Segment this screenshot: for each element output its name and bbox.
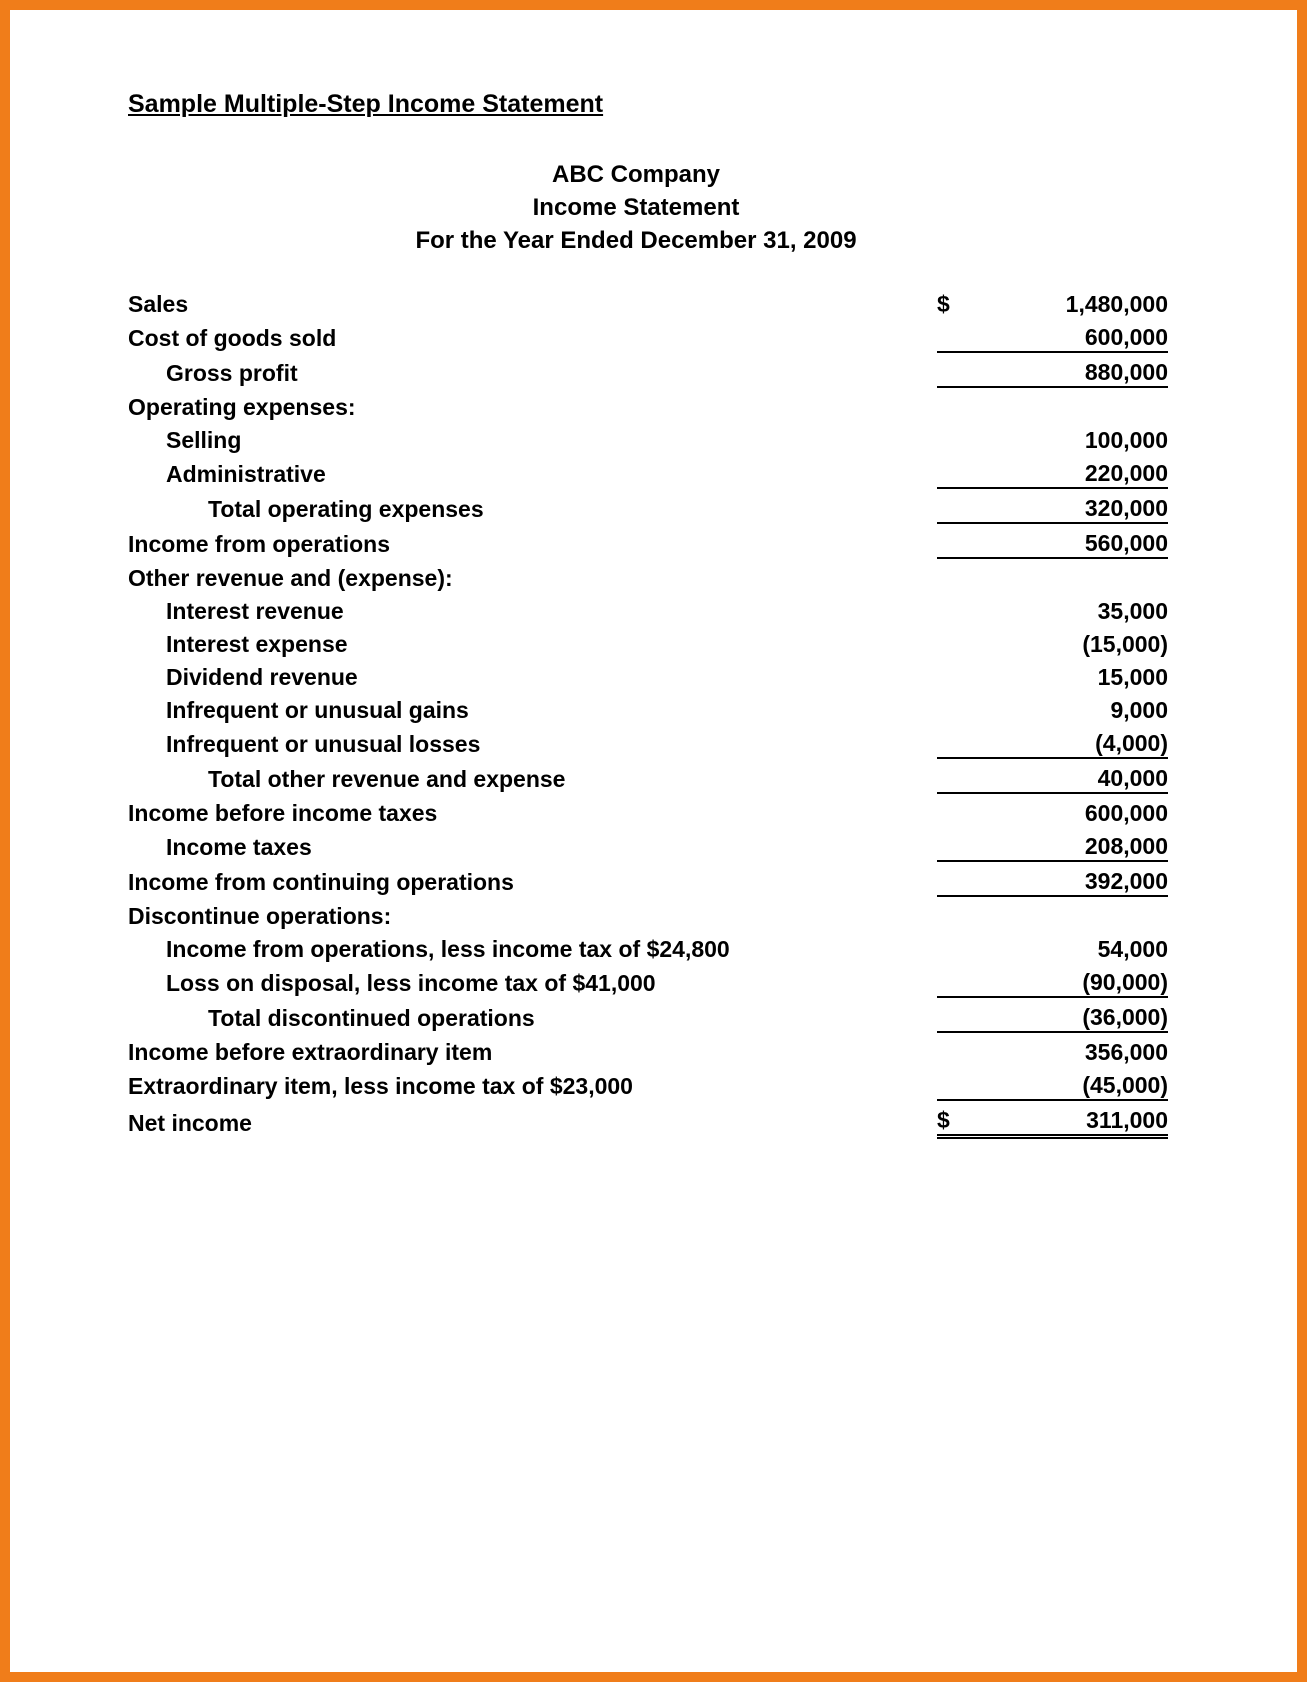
line-item-currency — [937, 793, 983, 827]
statement-row — [128, 318, 1168, 352]
line-item-currency — [937, 352, 983, 387]
line-item-amount: 311,000 — [983, 1100, 1168, 1137]
line-item-amount: (90,000) — [983, 963, 1168, 997]
line-item-label: Income taxes — [166, 834, 312, 860]
statement-row — [128, 793, 1168, 827]
line-item-currency — [937, 454, 983, 488]
line-item-amount: 600,000 — [983, 318, 1168, 352]
line-item-currency — [937, 1032, 983, 1066]
line-item-label: Operating expenses: — [128, 394, 356, 420]
line-item-currency: $ — [937, 1100, 983, 1137]
income-statement-table — [128, 285, 1168, 1139]
statement-row — [128, 421, 1168, 454]
line-item-label: Dividend revenue — [166, 664, 358, 690]
line-item-amount: (36,000) — [983, 997, 1168, 1032]
line-item-amount: 54,000 — [1097, 936, 1168, 962]
statement-row — [128, 691, 1168, 724]
line-item-currency — [937, 1066, 983, 1100]
statement-row — [128, 558, 1168, 592]
statement-heading — [36, 158, 1236, 257]
statement-row — [128, 285, 1168, 318]
statement-row — [128, 1032, 1168, 1066]
line-item-amount: (4,000) — [983, 724, 1168, 758]
line-item-label: Income before extraordinary item — [128, 1039, 493, 1065]
line-item-currency — [937, 758, 983, 793]
line-item-label: Other revenue and (expense): — [128, 565, 453, 591]
line-item-amount: 15,000 — [1097, 664, 1168, 690]
line-item-label: Income from continuing operations — [128, 869, 514, 895]
statement-row — [128, 454, 1168, 488]
company-name: ABC Company — [551, 161, 720, 188]
line-item-currency — [937, 558, 983, 592]
line-item-label: Cost of goods sold — [128, 325, 337, 351]
line-item-amount: 35,000 — [1097, 598, 1168, 624]
statement-row — [128, 625, 1168, 658]
page-title: Sample Multiple-Step Income Statement — [128, 90, 604, 118]
line-item-label: Gross profit — [166, 360, 298, 386]
line-item-currency — [937, 896, 983, 930]
line-item-label: Total operating expenses — [208, 496, 484, 522]
statement-row — [128, 592, 1168, 625]
line-item-label: Administrative — [166, 461, 326, 487]
line-item-amount — [983, 387, 1168, 421]
line-item-label: Income from operations, less income tax of $24,800 — [166, 936, 730, 962]
statement-row — [128, 658, 1168, 691]
line-item-amount: 1,480,000 — [1065, 291, 1168, 317]
line-item-amount: 880,000 — [983, 352, 1168, 387]
statement-period: For the Year Ended December 31, 2009 — [415, 227, 857, 254]
line-item-amount: 320,000 — [983, 488, 1168, 523]
statement-row — [128, 963, 1168, 997]
line-item-label: Income from operations — [128, 531, 390, 557]
line-item-amount: 40,000 — [983, 758, 1168, 793]
line-item-label: Infrequent or unusual losses — [166, 731, 481, 757]
line-item-amount: 100,000 — [1084, 427, 1168, 453]
line-item-amount: 220,000 — [983, 454, 1168, 488]
line-item-label: Discontinue operations: — [128, 903, 392, 929]
line-item-label: Total other revenue and expense — [208, 766, 566, 792]
statement-row — [128, 488, 1168, 523]
statement-row — [128, 1100, 1168, 1137]
line-item-currency — [937, 997, 983, 1032]
line-item-currency — [937, 930, 983, 963]
line-item-currency — [937, 625, 983, 658]
line-item-currency: $ — [937, 291, 950, 317]
line-item-currency — [937, 488, 983, 523]
line-item-amount: 208,000 — [983, 827, 1168, 861]
line-item-currency — [937, 861, 983, 896]
line-item-currency — [937, 827, 983, 861]
line-item-amount — [983, 896, 1168, 930]
line-item-label: Interest expense — [166, 631, 348, 657]
line-item-amount: 600,000 — [1084, 800, 1168, 826]
statement-row — [128, 523, 1168, 558]
statement-row — [128, 724, 1168, 758]
line-item-label: Extraordinary item, less income tax of $23,000 — [128, 1073, 633, 1099]
line-item-label: Net income — [128, 1109, 252, 1136]
line-item-currency — [937, 963, 983, 997]
line-item-amount: 9,000 — [1110, 697, 1168, 723]
statement-row — [128, 387, 1168, 421]
statement-row — [128, 930, 1168, 963]
line-item-amount: 560,000 — [983, 523, 1168, 558]
line-item-currency — [937, 318, 983, 352]
line-item-label: Infrequent or unusual gains — [166, 697, 469, 723]
statement-row — [128, 861, 1168, 896]
line-item-currency — [937, 523, 983, 558]
line-item-label: Income before income taxes — [128, 800, 438, 826]
line-item-amount: 356,000 — [1084, 1039, 1168, 1065]
line-item-amount: 392,000 — [983, 861, 1168, 896]
line-item-currency — [937, 724, 983, 758]
statement-row — [128, 896, 1168, 930]
statement-row — [128, 758, 1168, 793]
statement-row — [128, 827, 1168, 861]
line-item-currency — [937, 421, 983, 454]
line-item-label: Selling — [166, 427, 242, 453]
line-item-currency — [937, 658, 983, 691]
statement-row — [128, 1066, 1168, 1100]
line-item-label: Interest revenue — [166, 598, 344, 624]
line-item-currency — [937, 387, 983, 421]
line-item-label: Loss on disposal, less income tax of $41,000 — [166, 970, 656, 996]
statement-row — [128, 997, 1168, 1032]
line-item-currency — [937, 592, 983, 625]
line-item-amount — [983, 558, 1168, 592]
line-item-label: Total discontinued operations — [208, 1005, 535, 1031]
statement-sheet — [36, 20, 1271, 1660]
line-item-amount: (45,000) — [983, 1066, 1168, 1100]
line-item-amount: (15,000) — [1082, 631, 1168, 657]
line-item-currency — [937, 691, 983, 724]
line-item-label: Sales — [128, 291, 189, 317]
statement-row — [128, 352, 1168, 387]
statement-name: Income Statement — [532, 194, 740, 221]
